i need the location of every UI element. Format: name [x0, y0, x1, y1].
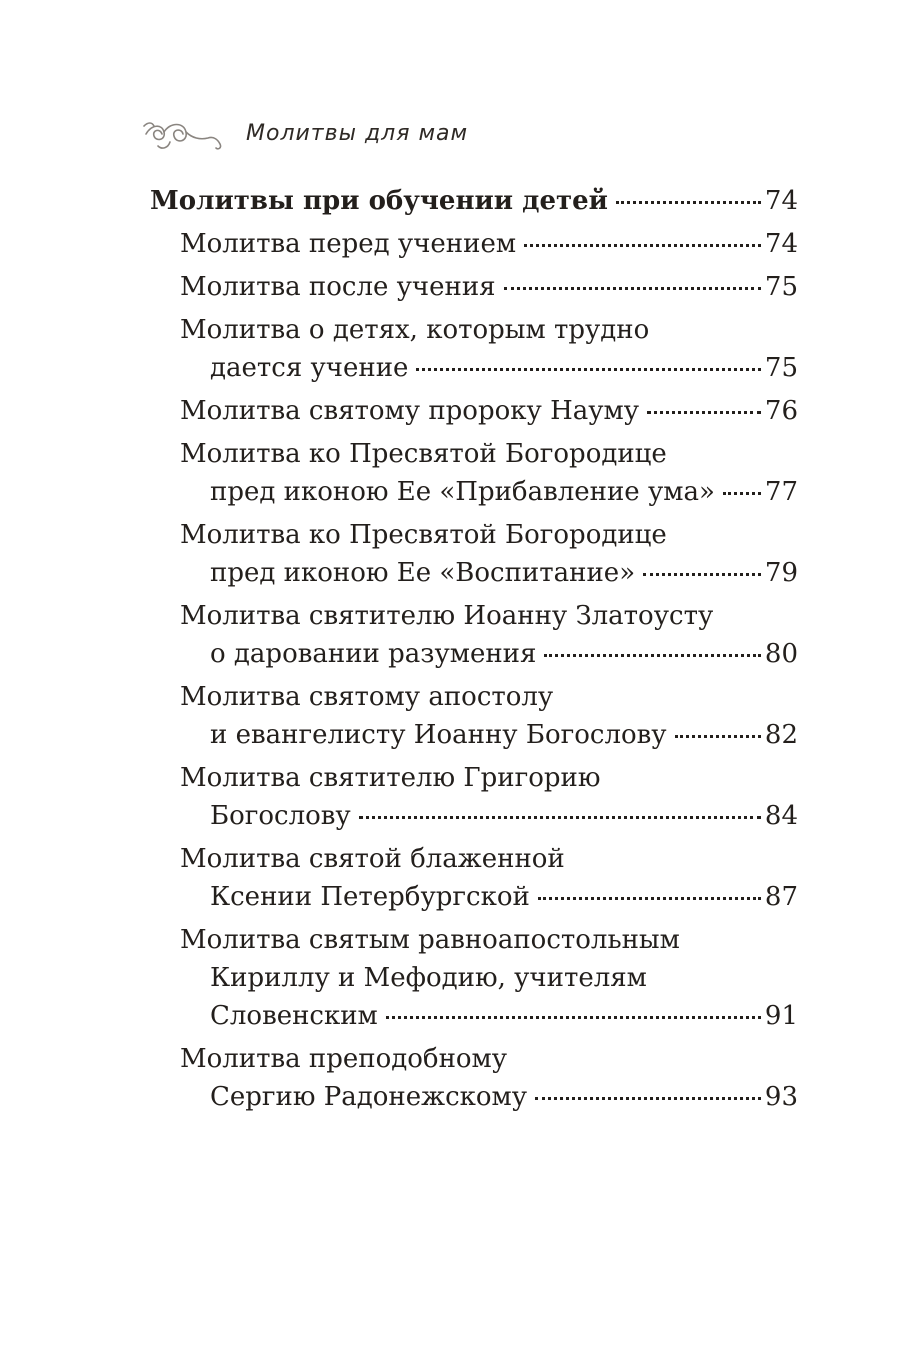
dot-leader [647, 411, 761, 414]
toc-page-number: 87 [764, 882, 798, 912]
toc-entry-line [150, 716, 798, 754]
toc-entry-title: и евангелисту Иоанну Богослову [210, 720, 667, 750]
dot-leader [386, 1016, 761, 1019]
dot-leader [675, 735, 761, 738]
toc-entry-line [150, 759, 798, 797]
toc-entry-line [150, 840, 798, 878]
toc-entry-line [150, 1078, 798, 1116]
toc-entry-title: Молитва перед учением [180, 229, 517, 259]
toc-entry-title: Молитва ко Пресвятой Богородице [180, 439, 667, 469]
toc-entry-title: о даровании разумения [210, 639, 537, 669]
toc-entry[interactable] [150, 268, 798, 306]
toc-entry-title: Молитва святителю Иоанну Златоусту [180, 601, 714, 631]
toc-page-number: 74 [764, 186, 798, 216]
toc-entry-line [150, 349, 798, 387]
toc-entry[interactable] [150, 840, 798, 916]
toc-entry-title: Богослову [210, 801, 351, 831]
dot-leader [416, 368, 760, 371]
dot-leader [538, 897, 761, 900]
toc-entry-line [150, 554, 798, 592]
toc-entry-line [150, 225, 798, 263]
toc-entry[interactable] [150, 921, 798, 1035]
toc-page-number: 76 [764, 396, 798, 426]
toc-entry-title: Молитва святому пророку Науму [180, 396, 640, 426]
toc-page-number: 93 [764, 1082, 798, 1112]
toc-entry-line [150, 268, 798, 306]
toc-entry[interactable] [150, 1040, 798, 1116]
toc-entry[interactable] [150, 597, 798, 673]
toc-entry-line [150, 959, 798, 997]
toc-entry-title: Молитва о детях, которым трудно [180, 315, 650, 345]
toc-entry-title: Молитва святым равноапостольным [180, 925, 680, 955]
dot-leader [504, 287, 761, 290]
toc-entry-title: Молитва преподобному [180, 1044, 508, 1074]
toc-entry-title: Молитва святителю Григорию [180, 763, 601, 793]
toc-entry-line [150, 182, 798, 220]
dot-leader [524, 244, 761, 247]
toc-page-number: 77 [764, 477, 798, 507]
toc-entry-title: Ксении Петербургской [210, 882, 530, 912]
toc-entry-line [150, 516, 798, 554]
dot-leader [535, 1097, 761, 1100]
toc-entry-line [150, 878, 798, 916]
toc-section-heading[interactable] [150, 182, 798, 220]
dot-leader [544, 654, 760, 657]
running-header [140, 112, 468, 156]
dot-leader [643, 573, 761, 576]
toc-entry-title: Сергию Радонежскому [210, 1082, 528, 1112]
toc-entry-line [150, 635, 798, 673]
toc-entry-title: Словенским [210, 1001, 378, 1031]
toc-entry-line [150, 921, 798, 959]
toc-entry-title: Молитвы при обучении детей [150, 186, 608, 216]
toc-entry[interactable] [150, 759, 798, 835]
toc-entry[interactable] [150, 392, 798, 430]
toc-page-number: 82 [764, 720, 798, 750]
toc-entry-line [150, 797, 798, 835]
toc-entry-title: пред иконою Ее «Прибавление ума» [210, 477, 715, 507]
toc-entry-line [150, 435, 798, 473]
toc-entry-title: дается учение [210, 353, 409, 383]
toc-entry-line [150, 678, 798, 716]
toc-entry[interactable] [150, 225, 798, 263]
toc-page-number: 79 [764, 558, 798, 588]
toc-entry[interactable] [150, 678, 798, 754]
toc-page-number: 74 [764, 229, 798, 259]
dot-leader [616, 201, 761, 204]
toc-entry-title: Кириллу и Мефодию, учителям [210, 963, 647, 993]
toc-entry-title: Молитва святой блаженной [180, 844, 565, 874]
toc-entry-title: Молитва святому апостолу [180, 682, 554, 712]
toc-page-number: 75 [764, 272, 798, 302]
running-header-title: Молитвы для мам [246, 121, 469, 146]
toc-entry-line [150, 311, 798, 349]
dot-leader [359, 816, 761, 819]
toc-page-number: 91 [764, 1001, 798, 1031]
toc-page-number: 75 [764, 353, 798, 383]
toc-entry-title: Молитва ко Пресвятой Богородице [180, 520, 667, 550]
toc-entry[interactable] [150, 435, 798, 511]
toc-entry-title: Молитва после учения [180, 272, 496, 302]
toc-page-number: 80 [764, 639, 798, 669]
toc-entry-line [150, 473, 798, 511]
table-of-contents [150, 182, 798, 1121]
dot-leader [723, 492, 761, 495]
toc-entry-line [150, 597, 798, 635]
toc-entry[interactable] [150, 311, 798, 387]
flourish-ornament-icon [140, 112, 230, 156]
toc-entry-line [150, 1040, 798, 1078]
toc-entry-line [150, 392, 798, 430]
toc-entry[interactable] [150, 516, 798, 592]
toc-page-number: 84 [764, 801, 798, 831]
toc-entry-title: пред иконою Ее «Воспитание» [210, 558, 636, 588]
toc-entry-line [150, 997, 798, 1035]
